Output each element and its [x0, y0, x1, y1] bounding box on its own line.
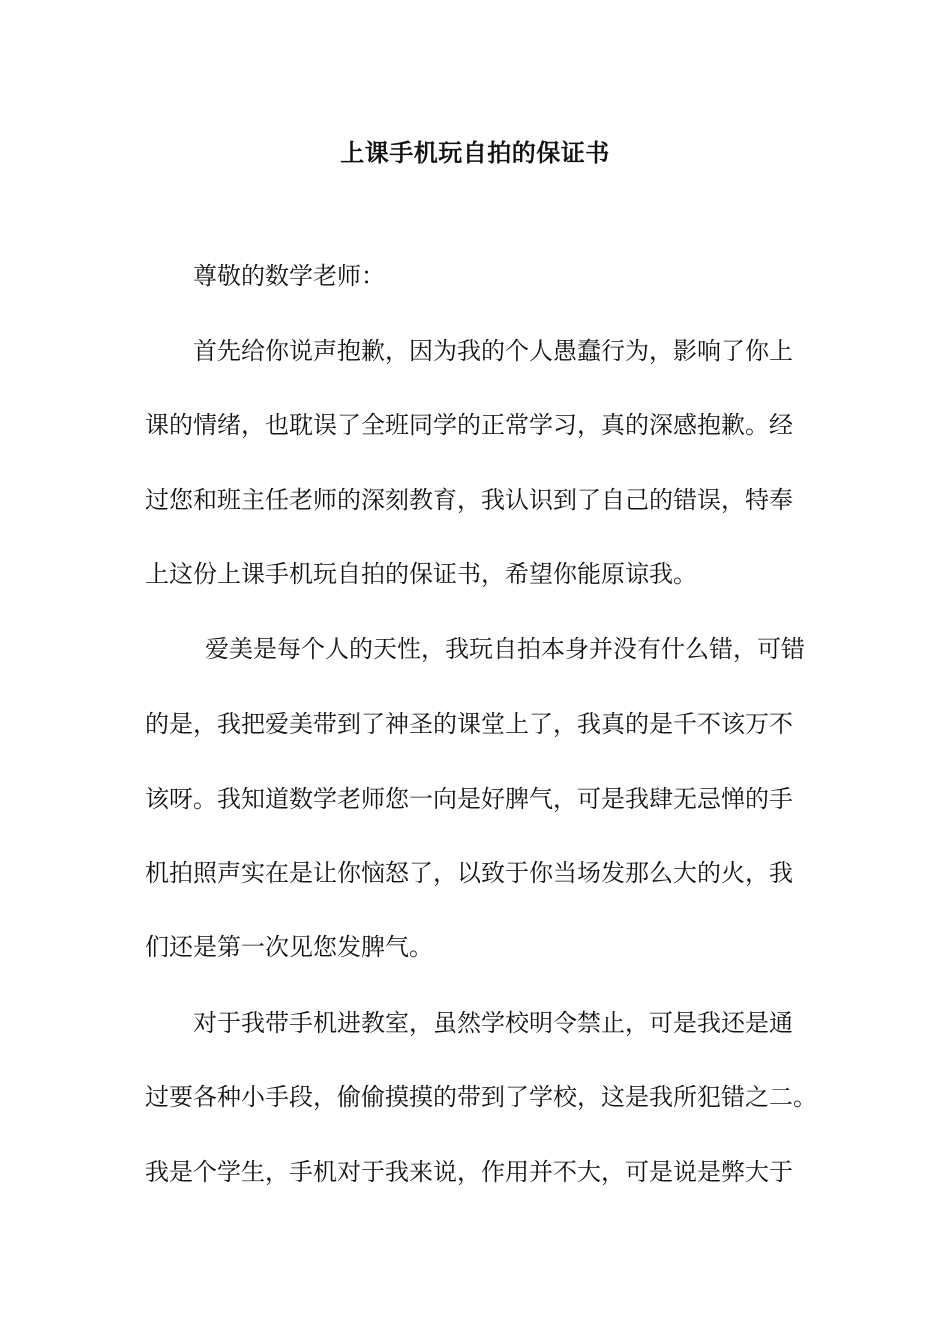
- paragraph-3-line-2: 过要各种小手段，偷偷摸摸的带到了学校，这是我所犯错之二。: [145, 1083, 817, 1111]
- paragraph-3-line-1: 对于我带手机进教室，虽然学校明令禁止，可是我还是通: [193, 1009, 793, 1037]
- paragraph-2-line-5: 们还是第一次见您发脾气。: [145, 933, 433, 961]
- paragraph-1-line-3: 过您和班主任老师的深刻教育，我认识到了自己的错误，特奉: [145, 486, 793, 514]
- paragraph-1-line-2: 课的情绪，也耽误了全班同学的正常学习，真的深感抱歉。经: [145, 411, 793, 439]
- paragraph-2-line-1: 爱美是每个人的天性，我玩自拍本身并没有什么错，可错: [205, 635, 805, 663]
- paragraph-1-line-4: 上这份上课手机玩自拍的保证书，希望你能原谅我。: [145, 560, 697, 588]
- paragraph-1-line-1: 首先给你说声抱歉，因为我的个人愚蠢行为，影响了你上: [193, 337, 793, 365]
- paragraph-3-line-3: 我是个学生，手机对于我来说，作用并不大，可是说是弊大于: [145, 1158, 793, 1186]
- document-title: 上课手机玩自拍的保证书: [340, 138, 610, 167]
- paragraph-2-line-2: 的是，我把爱美带到了神圣的课堂上了，我真的是千不该万不: [145, 710, 793, 738]
- paragraph-2-line-3: 该呀。我知道数学老师您一向是好脾气，可是我肆无忌惮的手: [145, 785, 793, 813]
- paragraph-2-line-4: 机拍照声实在是让你恼怒了，以致于你当场发那么大的火，我: [145, 859, 793, 887]
- salutation-line: 尊敬的数学老师：: [193, 262, 385, 290]
